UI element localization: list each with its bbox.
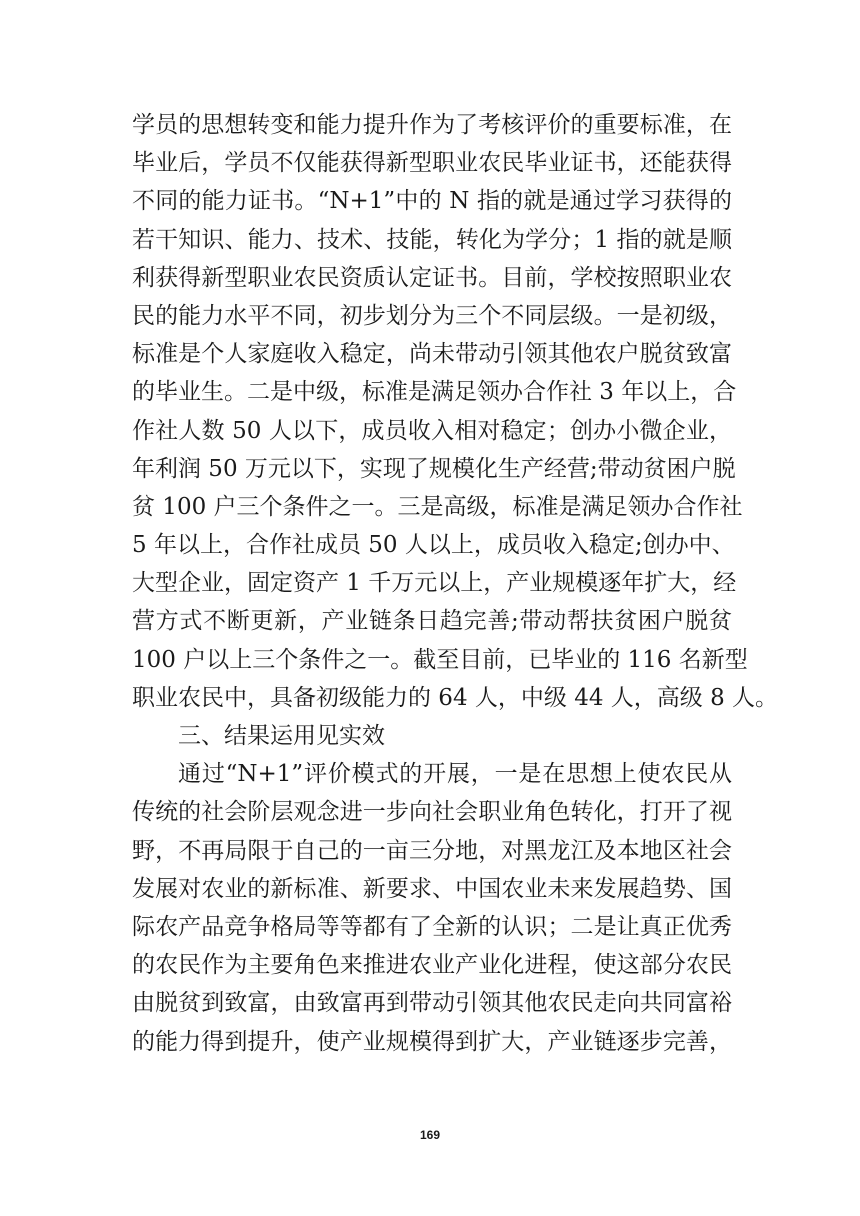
paragraph-line: 的能力得到提升，使产业规模得到扩大，产业链逐步完善，	[132, 1028, 732, 1055]
paragraph-line: 发展对农业的新标准、新要求、中国农业未来发展趋势、国	[132, 875, 732, 902]
paragraph-line: 职业农民中，具备初级能力的 64 人，中级 44 人，高级 8 人。	[132, 684, 779, 711]
paragraph-line: 作社人数 50 人以下，成员收入相对稳定；创办小微企业，	[132, 417, 732, 444]
paragraph-2	[132, 755, 732, 1061]
paragraph-line: 若干知识、能力、技术、技能，转化为学分；1 指的就是顺	[132, 226, 732, 253]
paragraph-line: 野，不再局限于自己的一亩三分地，对黑龙江及本地区社会	[132, 837, 732, 864]
paragraph-line: 标准是个人家庭收入稳定，尚未带动引领其他农户脱贫致富	[132, 341, 732, 368]
paragraph-line: 大型企业，固定资产 1 千万元以上，产业规模逐年扩大，经	[132, 570, 737, 597]
paragraph-line: 100 户以上三个条件之一。截至目前，已毕业的 116 名新型	[132, 646, 748, 673]
paragraph-line: 年利润 50 万元以下，实现了规模化生产经营;带动贫困户脱	[132, 455, 736, 482]
paragraph-line: 5 年以上，合作社成员 50 人以上，成员收入稳定;创办中、	[132, 532, 735, 559]
paragraph-line: 通过“N+1”评价模式的开展，一是在思想上使农民从	[178, 761, 732, 788]
paragraph-line: 由脱贫到致富，由致富再到带动引领其他农民走向共同富裕	[132, 990, 732, 1017]
paragraph-line: 学员的思想转变和能力提升作为了考核评价的重要标准，在	[132, 112, 732, 138]
paragraph-line: 传统的社会阶层观念进一步向社会职业角色转化，打开了视	[132, 799, 732, 826]
paragraph-line: 民的能力水平不同，初步划分为三个不同层级。一是初级，	[132, 302, 732, 329]
paragraph-line: 的农民作为主要角色来推进农业产业化进程，使这部分农民	[132, 952, 732, 979]
section-heading: 三、结果运用见实效	[178, 723, 385, 749]
paragraph-line: 营方式不断更新，产业链条日趋完善;带动帮扶贫困户脱贫	[132, 608, 732, 635]
paragraph-line: 利获得新型职业农民资质认定证书。目前，学校按照职业农	[132, 264, 732, 291]
page-number: 169	[419, 1128, 441, 1142]
paragraph-line: 际农产品竞争格局等等都有了全新的认识；二是让真正优秀	[132, 913, 732, 940]
body-text	[132, 106, 779, 1061]
paragraph-line: 毕业后，学员不仅能获得新型职业农民毕业证书，还能获得	[132, 150, 732, 177]
paragraph-line: 不同的能力证书。“N+1”中的 N 指的就是通过学习获得的	[132, 188, 732, 215]
paragraph-line: 的毕业生。二是中级，标准是满足领办合作社 3 年以上，合	[132, 379, 737, 406]
paragraph-1	[132, 106, 779, 717]
paragraph-line: 贫 100 户三个条件之一。三是高级，标准是满足领办合作社	[132, 493, 743, 520]
